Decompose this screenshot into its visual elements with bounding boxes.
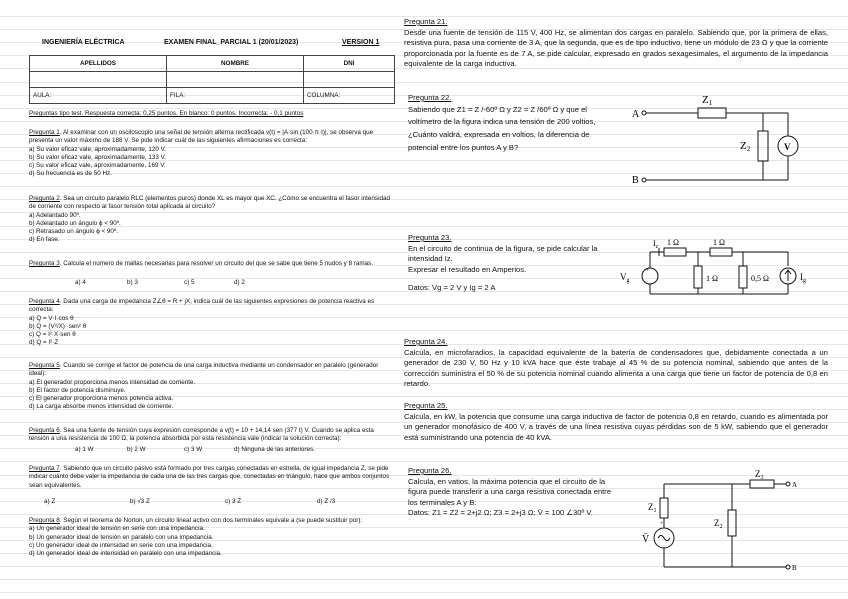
q22-text: Sabiendo que Z1 = Z /-60º Ω y Z2 = Z /60º Ω y que el voltímetro de la figura indica una tensión de 200 voltios, ¿Cuánto valdrá, expresada en voltios, la diferencia de potencial entre los puntos A y B? [408, 104, 596, 152]
q24-text: Calcula, en microfaradios, la capacidad equivalente de la batería de condensadores que, debidamente conectada a un generador de 230 V, 50 Hz y 10 kVA hace que éste trabaje al 45 % de su potencia nominal, sabiendo que antes de la corrección suministra el 50 % de su potencia nominal cuando alimenta a una carga que tiene un factor de potencia de 0,8 en retardo. [404, 347, 828, 389]
c26-label-a: A [792, 481, 798, 489]
q7-answer-b[interactable]: b) √3 Z [130, 498, 150, 505]
question-21 [404, 17, 828, 70]
q1-option-a[interactable]: a) Su valor eficaz vale, aproximadamente, 120 V. [29, 145, 166, 153]
c26-label-z1: $Z_1$ [648, 502, 657, 514]
c23-label-r3: 1 Ω [706, 274, 718, 283]
q5-option-c[interactable]: c) El generador proporciona menos potencia activa. [29, 395, 174, 403]
question-7 [29, 465, 395, 490]
circuit-22-diagram [628, 88, 808, 188]
q23-data: Datos: Vg = 2 V y Ig = 2 A [408, 283, 496, 293]
school-name: INGENIERÍA ELÉCTRICA [42, 39, 125, 46]
q2-option-d[interactable]: d) En fase. [29, 236, 60, 244]
question-2 [29, 195, 395, 245]
c23-label-vg: $V_g$ [620, 272, 630, 284]
q3-answer-d[interactable]: d) 2 [234, 279, 245, 286]
q4-label: Pregunta 4 [29, 298, 60, 305]
q23-text2: Expresar el resultado en Amperios. [408, 264, 527, 274]
q2-text: . Sea un circuito paralelo RLC (elementos puros) donde XL es mayor que XC. ¿Cómo se encuentra el fasor intensidad de corriente con respecto al fasor tensión total aplicada al circuito? [29, 195, 390, 211]
q7-answer-c[interactable]: c) 3 Z [225, 498, 242, 505]
q23-label: Pregunta 23. [408, 233, 452, 242]
q26-text: Calcula, en vatios, la máxima potencia que el circuito de la figura puede transferir a una carga resistiva conectada entre los terminales A y B. [408, 476, 612, 507]
c23-label-ig: $I_g$ [800, 272, 806, 284]
exam-version: VERSION 1 [342, 39, 380, 46]
c26-plus: + [660, 521, 664, 527]
question-4 [29, 298, 395, 348]
q5-option-b[interactable]: b) El factor de potencia disminuye. [29, 386, 126, 394]
question-25 [404, 401, 828, 443]
fila-field[interactable]: FILA: [167, 88, 304, 104]
q8-label: Pregunta 8 [29, 517, 60, 524]
question-22 [408, 93, 610, 155]
q21-text: Desde una fuente de tensión de 115 V, 400 Hz, se alimentan dos cargas en paralelo. Sabiendo que, por la primera de ellas, resistiva pura, pasa una corriente de 3 A, que la segunda, que es de tipo inductivo, tiene un módulo de 23 Ω y que la corriente proporcionada por la fuente es de 7 A, se pide calcular, expresado en grados sexagesimales, el argumento de la impedancia equivalente de la carga inductiva. [404, 27, 828, 69]
q3-answer-c[interactable]: c) 5 [184, 279, 195, 286]
q25-label: Pregunta 25. [404, 401, 448, 410]
question-26 [408, 466, 620, 519]
q4-option-c[interactable]: c) Q = I²·X·sen θ [29, 331, 76, 339]
svg-text:+: + [646, 268, 650, 274]
nombre-field[interactable] [167, 72, 304, 88]
c22-label-b: B [632, 175, 639, 186]
c26-label-v: V̄ [642, 534, 650, 545]
q7-answer-d[interactable]: d) Z /3 [317, 498, 336, 505]
q5-label: Pregunta 5 [29, 362, 60, 369]
q21-label: Pregunta 21. [404, 17, 448, 26]
question-1 [29, 129, 395, 179]
circuit-26-diagram [636, 466, 806, 578]
q6-answer-a[interactable]: a) 1 W [75, 446, 94, 453]
dni-field[interactable] [304, 72, 395, 88]
q6-answer-c[interactable]: c) 3 W [184, 446, 203, 453]
q8-option-b[interactable]: b) Un generador ideal de tensión en paralelo con una impedancia. [29, 533, 214, 541]
dni-header: DNI [304, 56, 395, 72]
q7-answer-a[interactable]: a) Z [44, 498, 56, 505]
q2-option-c[interactable]: c) Retrasado un ángulo ϕ < 90º. [29, 228, 118, 236]
q2-label: Pregunta 2 [29, 195, 60, 202]
q3-label: Pregunta 3 [29, 260, 60, 267]
c26-label-z2: $Z_2$ [714, 518, 723, 530]
q5-text: . Cuando se corrige el factor de potencia de una carga inductiva mediante un condensador en paralelo (generador ideal): [29, 362, 379, 378]
columna-field[interactable]: COLUMNA: [304, 88, 395, 104]
q22-label: Pregunta 22. [408, 93, 452, 102]
q6-answer-b[interactable]: b) 2 W [127, 446, 146, 453]
q3-text: . Calcula el número de mallas necesarias para resolver un circuito del que se sabe que tiene 5 nudos y 8 ramas. [59, 260, 374, 267]
c23-label-iz: $I_z$ [653, 239, 659, 250]
q1-label: Pregunta 1 [29, 129, 60, 136]
q3-answer-a[interactable]: a) 4 [75, 279, 86, 286]
q8-option-c[interactable]: c) Un generador ideal de intensidad en serie con una impedancia. [29, 541, 213, 549]
c22-label-a: A [632, 109, 640, 120]
q26-label: Pregunta 26. [408, 466, 452, 475]
question-5 [29, 362, 395, 412]
question-3 [29, 260, 395, 268]
q1-text: . Al examinar con un osciloscopio una señal de tensión alterna rectificada v(t) = |A·sin (100·π·t)|, se observa que presenta un valor máximo de 188 V. Se pide indicar cuál de las siguientes afirmaciones es correcta: [29, 129, 374, 145]
q1-option-d[interactable]: d) Su frecuencia es de 50 Hz. [29, 170, 112, 178]
c22-label-z1: Z1 [702, 94, 713, 107]
q23-text1: En el circuito de continua de la figura, se pide calcular la intensidad Iz. [408, 243, 598, 264]
q4-option-b[interactable]: b) Q = (V²/X) ·sen² θ [29, 322, 87, 330]
apellidos-field[interactable] [30, 72, 167, 88]
q2-option-a[interactable]: a) Adelantado 90º. [29, 211, 81, 219]
circuit-23-diagram [618, 232, 818, 312]
q6-answer-d[interactable]: d) Ninguna de las anteriores. [234, 446, 315, 453]
c26-label-b: B [792, 564, 797, 572]
q4-option-a[interactable]: a) Q = V·I·cos θ [29, 314, 74, 322]
question-6 [29, 427, 395, 444]
nombre-header: NOMBRE [167, 56, 304, 72]
q4-option-d[interactable]: d) Q = I²·Z [29, 339, 59, 347]
question-24 [404, 337, 828, 390]
voltmeter-icon: V [784, 142, 791, 152]
c22-label-z2: Z2 [740, 140, 751, 153]
q7-label: Pregunta 7 [29, 465, 60, 472]
q1-option-c[interactable]: c) Su valor eficaz vale, aproximadamente, 169 V. [29, 162, 166, 170]
q24-label: Pregunta 24. [404, 337, 448, 346]
q25-text: Calcula, en kW, la potencia que consume una carga inductiva de factor de potencia 0,8 en retardo, cuando es alimentada por un generador monofásico de 400 V, a través de una línea resistiva cuyas pérdidas son de 5 kW, sabiendo que el generador está suministrando una potencia de 40 kVA. [404, 411, 828, 442]
q8-text: . Según el teorema de Norton, un circuito lineal activo con dos terminales equivale a (se puede sustituir por): [59, 517, 363, 524]
q3-answer-b[interactable]: b) 3 [127, 279, 138, 286]
apellidos-header: APELLIDOS [30, 56, 167, 72]
c23-label-r1: 1 Ω [667, 238, 679, 247]
student-form [29, 55, 395, 104]
exam-title: EXAMEN FINAL_PARCIAL 1 (20/01/2023) [164, 39, 299, 46]
ruled-line [0, 579, 848, 580]
q26-data: Datos: Z1 = Z2 = 2+j2 Ω; Z3 = 2+j3 Ω; V̄ = 100 ∠30º V. [408, 508, 593, 518]
q7-text: . Sabiendo que un circuito pasivo está formado por tres cargas conectadas en estrella, de igual impedancia Z, se pide indicar cuánto debe valer la impedancia de cada una de las tres cargas que, conectadas en triángulo, hace que ambos conjuntos sean equivalentes. [29, 465, 390, 489]
instructions: Preguntas tipo test. Respuesta correcta: 0,25 puntos. En blanco: 0 puntos. Incorrecta: - 0,1 puntos [29, 110, 304, 117]
q5-option-a[interactable]: a) El generador proporciona menos intensidad de corriente. [29, 378, 196, 386]
question-8 [29, 517, 395, 558]
ruled-line [0, 461, 848, 462]
q6-text: . Sea una fuente de tensión cuya expresión corresponde a v(t) = 10 + 14,14 sen (377 t) V. Cuando se aplica esta tensión a una resistencia de 100 Ω, la potencia absorbida por esta resistencia vale (indicar la solución correcta): [29, 427, 374, 443]
question-23 [408, 233, 608, 294]
q6-label: Pregunta 6 [29, 427, 60, 434]
q1-option-b[interactable]: b) Su valor eficaz vale, aproximadamente, 133 V. [29, 153, 166, 161]
c23-label-r2: 1 Ω [713, 238, 725, 247]
c26-label-z3: $Z_3$ [755, 469, 764, 481]
q8-option-a[interactable]: a) Un generador ideal de tensión en serie con una impedancia. [29, 525, 205, 533]
q8-option-d[interactable]: d) Un generador ideal de intensidad en paralelo con una impedancia. [29, 550, 222, 558]
aula-field[interactable]: AULA: [30, 88, 167, 104]
ruled-line [0, 592, 848, 593]
c23-label-r4: 0,5 Ω [751, 274, 769, 283]
q2-option-b[interactable]: b) Adelantado un ángulo ϕ < 90º. [29, 219, 121, 227]
q4-text: . Dada una carga de impedancia Z∠θ = R + jX, indica cuál de las siguientes expresiones de potencia reactiva es correcta: [29, 298, 375, 314]
q5-option-d[interactable]: d) La carga absorbe menos intensidad de corriente. [29, 403, 174, 411]
